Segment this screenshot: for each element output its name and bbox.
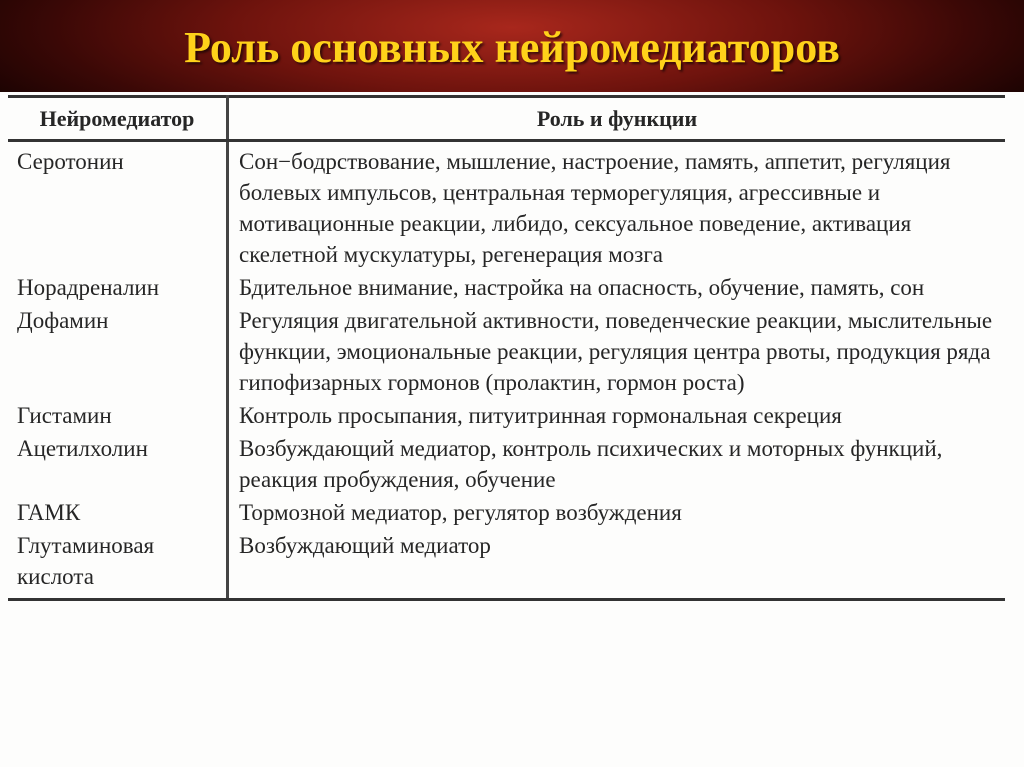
neurotransmitter-role: Возбуждающий медиатор, контроль психических и моторных функций, реакция пробуждения, обучение [239, 436, 943, 492]
table-row [8, 431, 1005, 495]
table-panel [0, 92, 1024, 767]
table-row [8, 398, 1005, 431]
table-row [8, 528, 1005, 600]
table-row [8, 270, 1005, 303]
neurotransmitter-name: Ацетилхолин [8, 431, 228, 495]
slide-header [0, 0, 1024, 92]
neurotransmitter-table [8, 95, 1005, 601]
neurotransmitter-role: Тормозной медиатор, регулятор возбуждения [239, 500, 682, 525]
neurotransmitter-role: Возбуждающий медиатор [228, 528, 1006, 600]
neurotransmitter-role: Сон−бодрствование, мышление, настроение, память, аппетит, регуляция болевых импульсов, центральная терморегуляция, агрессивные и мотивационные реакции, либидо, сексуальное поведение, активация скелетной мускулатуры, регенерация мозга [239, 149, 951, 267]
table-row [8, 141, 1005, 271]
neurotransmitter-name: Дофамин [8, 303, 228, 398]
neurotransmitter-name: Серотонин [8, 141, 228, 271]
neurotransmitter-name: Гистамин [8, 398, 228, 431]
neurotransmitter-name: ГАМК [8, 495, 228, 528]
neurotransmitter-role: Регуляция двигательной активности, поведенческие реакции, мыслительные функции, эмоциональные реакции, регуляция центра рвоты, продукция ряда гипофизарных гормонов (пролактин, гормон роста) [239, 308, 993, 395]
neurotransmitter-role: Контроль просыпания, питуитринная гормональная секреция [239, 403, 842, 428]
slide-title: Роль основных нейромедиаторов [184, 23, 840, 72]
header-role: Роль и функции [228, 97, 1006, 141]
table-row [8, 303, 1005, 398]
table-row [8, 495, 1005, 528]
neurotransmitter-role: Бдительное внимание, настройка на опасность, обучение, память, сон [239, 275, 925, 300]
neurotransmitter-name: Норадреналин [8, 270, 228, 303]
table-header-row [8, 97, 1005, 141]
neurotransmitter-name: Глутаминовая кислота [8, 528, 228, 600]
header-neurotransmitter: Нейромедиатор [8, 97, 228, 141]
